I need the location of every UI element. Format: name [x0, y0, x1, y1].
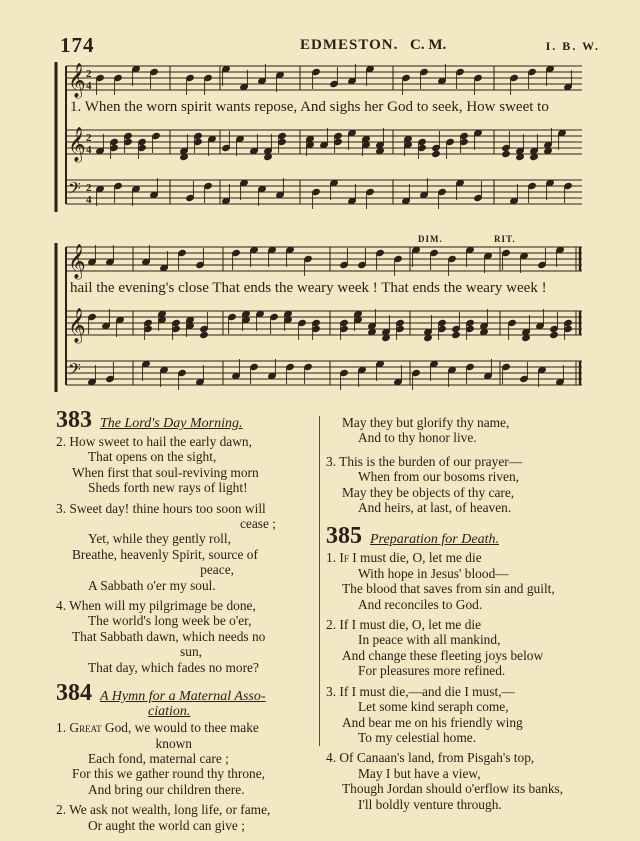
- column-divider: [319, 416, 320, 746]
- hymn-line: For this we gather round thy throne,: [72, 766, 266, 782]
- left-column: [56, 407, 314, 838]
- hymn-line: Sheds forth new rays of light!: [88, 480, 248, 496]
- treble-clef-icon: 𝄞: [68, 244, 86, 279]
- hymn-line: And bring our children there.: [88, 781, 245, 797]
- hymn-384: [56, 680, 314, 833]
- hymn-line: [56, 720, 314, 735]
- hymn-line: 3. This is the burden of our prayer—: [326, 453, 523, 469]
- hymn-line: To my celestial home.: [358, 729, 477, 745]
- dynamic-rit: RIT.: [494, 234, 516, 244]
- treble-clef-icon: 𝄞: [68, 127, 86, 162]
- hymn-line: Though Jordan should o'erflow its banks,: [342, 781, 564, 797]
- first-word: If: [339, 550, 349, 566]
- note-head: [200, 331, 209, 338]
- lyrics-system-2: hail the evening's close That ends the weary week ! That ends the weary week !: [70, 280, 547, 296]
- music-notation: [0, 0, 640, 400]
- hymn-385: [326, 523, 588, 812]
- time-signature-bottom: 4: [86, 80, 92, 92]
- hymn-line: 3. If I must die,—and die I must,—: [326, 683, 515, 699]
- right-column: [326, 414, 588, 817]
- time-signature-top: 2: [86, 182, 92, 194]
- treble-clef-icon: 𝄞: [68, 308, 86, 343]
- hymn-line: For pleasures more refined.: [358, 663, 506, 679]
- hymn-line: 2. If I must die, O, let me die: [326, 617, 482, 633]
- dynamic-dim: DIM.: [418, 234, 443, 244]
- time-signature-bottom: 4: [86, 144, 92, 156]
- hymn-line: In peace with all mankind,: [358, 632, 501, 648]
- hymn-line: May they be objects of thy care,: [342, 484, 515, 500]
- hymn-number: 385: [326, 523, 362, 550]
- hymn-line: And to thy honor live.: [358, 430, 477, 446]
- tune-name: EDMESTON.: [300, 37, 399, 53]
- time-signature-top: 2: [86, 132, 92, 144]
- hymn-line: [326, 550, 588, 565]
- hymn-line: The blood that saves from sin and guilt,: [342, 581, 555, 597]
- stanza-number: 1.: [326, 550, 337, 566]
- bass-clef-icon: 𝄢: [68, 359, 81, 383]
- hymn-line: And change these fleeting joys below: [342, 647, 544, 663]
- hymn-line: May they but glorify thy name,: [342, 415, 510, 430]
- line-rest: God, we would to thee make: [101, 720, 259, 736]
- hymn-line: 3. Sweet day! thine hours too soon will: [56, 500, 266, 516]
- hymn-number: 384: [56, 680, 92, 707]
- time-signature-top: 2: [86, 68, 92, 80]
- hymn-line: May I but have a view,: [358, 765, 481, 781]
- hymn-383: [56, 407, 314, 675]
- hymn-line: That opens on the sight,: [88, 449, 217, 465]
- stanza-number: 1.: [56, 720, 67, 736]
- hymn-line: I'll boldly venture through.: [358, 796, 502, 812]
- hymn-line: And heirs, at last, of heaven.: [358, 500, 512, 516]
- hymn-line: 4. Of Canaan's land, from Pisgah's top,: [326, 750, 535, 766]
- hymn-line: Breathe, heavenly Spirit, source of: [72, 546, 258, 562]
- meter: C. M.: [410, 37, 447, 53]
- hymn-line: 4. When will my pilgrimage be done,: [56, 598, 256, 614]
- time-signature-bottom: 4: [86, 194, 92, 206]
- hymn-line: known: [155, 735, 192, 751]
- hymn-number: 383: [56, 407, 92, 433]
- hymn-line: 2. We ask not wealth, long life, or fame,: [56, 802, 271, 818]
- hymn-title-line-1: A Hymn for a Maternal Asso-: [100, 689, 266, 705]
- page-number: 174: [60, 33, 95, 57]
- hymn-line: Let some kind seraph come,: [358, 699, 509, 715]
- hymn-line: When from our bosoms riven,: [358, 469, 520, 485]
- treble-clef-icon: 𝄞: [68, 63, 86, 98]
- composer-initials: I. B. W.: [545, 39, 600, 53]
- note-head: [432, 150, 441, 157]
- hymn-line: Yet, while they gently roll,: [88, 531, 231, 547]
- hymn-line: That Sabbath dawn, which needs no: [72, 628, 266, 644]
- hymn-line: Each fond, maternal care ;: [88, 750, 229, 766]
- hymn-title: [100, 689, 266, 719]
- hymn-line: And bear me on his friendly wing: [342, 714, 523, 730]
- hymn-line: 2. How sweet to hail the early dawn,: [56, 434, 252, 449]
- note-head: [550, 331, 559, 338]
- hymn-line: A Sabbath o'er my soul.: [88, 577, 216, 593]
- hymn-line: When first that soul-reviving morn: [72, 464, 259, 480]
- hymn-line: The world's long week be o'er,: [88, 613, 252, 629]
- hymn-title-line-2: ciation.: [148, 704, 191, 720]
- hymn-title: Preparation for Death.: [370, 532, 499, 548]
- hymn-line: sun,: [180, 644, 202, 660]
- lyrics-system-1: 1. When the worn spirit wants repose, And sighs her God to seek, How sweet to: [70, 99, 549, 115]
- hymn-line: cease ;: [239, 516, 276, 532]
- bass-clef-icon: 𝄢: [68, 178, 81, 202]
- hymn-line: Or aught the world can give ;: [88, 817, 245, 833]
- hymn-line: That day, which fades no more?: [88, 659, 259, 675]
- hymn-line: With hope in Jesus' blood—: [358, 565, 509, 581]
- first-word: Great: [69, 720, 102, 736]
- hymn-title: The Lord's Day Morning.: [100, 416, 243, 431]
- hymn-line: And reconciles to God.: [358, 596, 483, 612]
- hymn-line: peace,: [200, 562, 234, 578]
- note-head: [502, 150, 511, 157]
- note-head: [452, 331, 461, 338]
- line-rest: I must die, O, let me die: [348, 550, 482, 566]
